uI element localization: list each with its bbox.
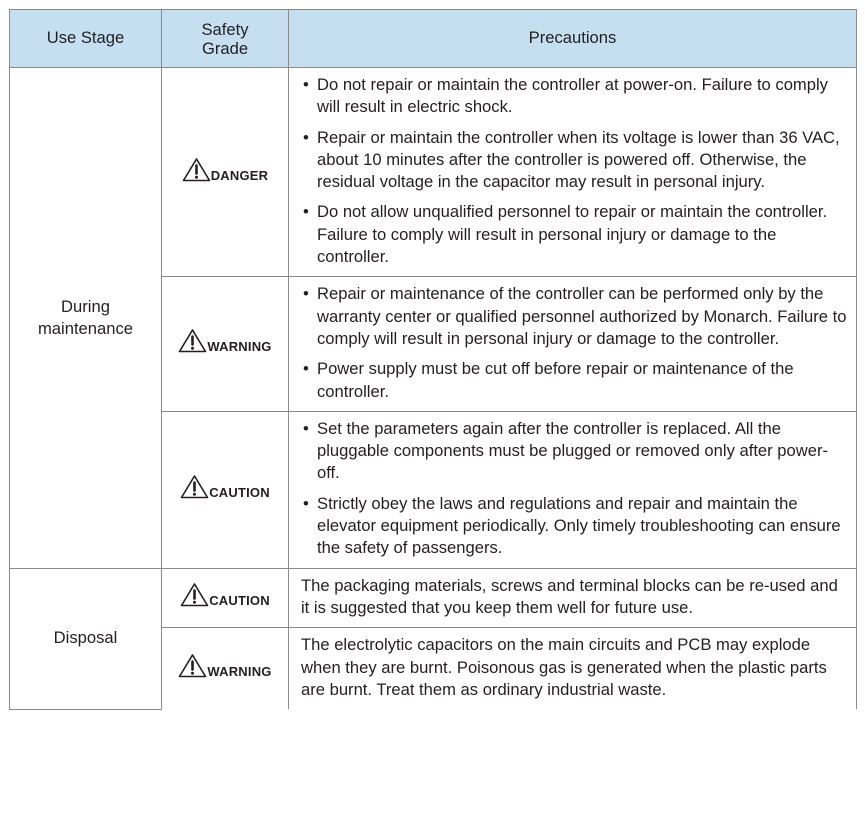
header-safety-grade-line1: Safety: [201, 19, 249, 39]
table-header-row: [10, 10, 857, 68]
grade-label: WARNING: [207, 339, 272, 355]
precaution-list: [301, 74, 850, 268]
precautions-cell: [289, 411, 857, 568]
safety-grade-badge: [180, 474, 270, 501]
precaution-item: • Do not allow unqualified personnel to repair or maintain the controller. Failure to comply will result in personal injury or damage to the controller.: [301, 201, 850, 268]
safety-grade-badge: [178, 328, 271, 355]
warning-triangle-icon: [178, 328, 207, 353]
header-safety-grade-line2: Grade: [201, 38, 249, 58]
grade-label: DANGER: [210, 167, 269, 183]
precautions-cell: [289, 277, 857, 411]
grade-label: CAUTION: [209, 485, 270, 501]
stage-disposal: Disposal: [10, 568, 162, 709]
precaution-item: • Strictly obey the laws and regulations and repair and maintain the elevator equipment periodically. Only timely troubleshooting can ensure the safety of passengers.: [301, 493, 850, 560]
safety-grade-badge: [182, 157, 269, 184]
table-row: [10, 68, 857, 277]
header-use-stage: Use Stage: [10, 10, 162, 68]
safety-precautions-table: [9, 9, 857, 710]
grade-label: CAUTION: [209, 593, 270, 609]
precaution-list: [301, 418, 850, 560]
precaution-item: • Do not repair or maintain the controller at power-on. Failure to comply will result in electric shock.: [301, 74, 850, 119]
grade-cell-warning: [162, 277, 289, 411]
precaution-list: [301, 283, 850, 402]
grade-cell-warning: [162, 628, 289, 709]
table-row: [10, 568, 857, 628]
precaution-item: • Repair or maintain the controller when its voltage is lower than 36 VAC, about 10 minutes after the controller is powered off. Otherwise, the residual voltage in the capacitor may result in personal injury.: [301, 127, 850, 194]
precaution-item: • Set the parameters again after the controller is replaced. All the pluggable components must be plugged or removed only after power-off.: [301, 418, 850, 485]
precautions-cell: [289, 68, 857, 277]
precaution-item: • Power supply must be cut off before repair or maintenance of the controller.: [301, 358, 850, 403]
grade-cell-caution: [162, 568, 289, 628]
stage-label-line1: During: [61, 296, 110, 316]
grade-label: WARNING: [207, 664, 272, 680]
precautions-cell: [289, 628, 857, 709]
safety-grade-badge: [178, 653, 271, 680]
warning-triangle-icon: [178, 653, 207, 678]
precautions-cell: [289, 568, 857, 628]
grade-cell-caution: [162, 411, 289, 568]
grade-cell-danger: [162, 68, 289, 277]
stage-label-line2: maintenance: [37, 318, 134, 338]
warning-triangle-icon: [180, 474, 209, 499]
header-safety-grade: [162, 10, 289, 68]
precaution-item: • Repair or maintenance of the controller can be performed only by the warranty center or qualified personnel authorized by Monarch. Failure to comply will result in personal injury or damage to the controller.: [301, 283, 850, 350]
precaution-text: The packaging materials, screws and terminal blocks can be re-used and it is suggested that you keep them well for future use.: [301, 575, 838, 617]
precaution-text: The electrolytic capacitors on the main circuits and PCB may explode when they are burnt. Poisonous gas is generated when the plastic parts are burnt. Treat them as ordinary industrial waste.: [301, 635, 827, 699]
warning-triangle-icon: [182, 157, 211, 182]
warning-triangle-icon: [180, 582, 209, 607]
header-precautions: Precautions: [289, 10, 857, 68]
stage-during-maintenance: [10, 68, 162, 569]
safety-grade-badge: [180, 582, 270, 609]
